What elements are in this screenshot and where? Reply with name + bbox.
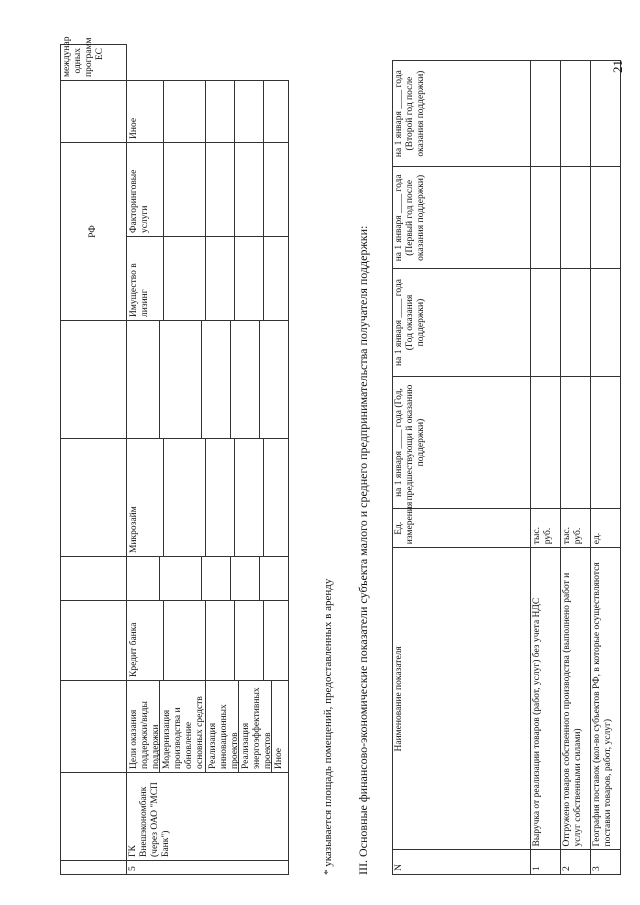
row-value [531,269,561,376]
row-value [561,376,591,509]
empty-subcell [164,601,206,680]
col-header-year1: на 1 января ____ года (Год оказания поддержки) [393,269,531,376]
type-item: Факторинговые услуги [127,143,164,236]
row-value [531,167,561,269]
row-name: Выручка от реализации товаров (работ, услуг) без учета НДС [531,548,561,850]
row-n: 1 [531,850,561,875]
goals-cell [127,681,289,773]
row-value [591,376,621,509]
row-n: 2 [561,850,591,875]
col-header-year3: на 1 января ____ года (Второй год после оказания поддержки) [393,61,531,167]
organization-name: ГК Внешэкономбанк (через ОАО "МСП Банк") [127,773,289,861]
empty-subcell [235,601,264,680]
header-blank [61,321,127,439]
row-n: 3 [591,850,621,875]
footnote: * указывается площадь помещений, предоставленных в аренду [322,578,334,875]
header-blank [61,681,127,773]
header-blank [61,773,127,861]
row-value [561,167,591,269]
row-name: Отгружено товаров собственного производства (выполнено работ и услуг собственными силами) [561,548,591,850]
goal-item: Цели оказания поддержки/виды поддержки [127,681,160,772]
type-cell [127,142,289,236]
table-row [591,61,621,875]
type-item: Микрозайм [127,439,164,556]
header-blank [61,557,127,601]
type-cell [127,80,289,142]
goal-item: Реализация инновационных проектов [206,681,239,772]
row-value [561,61,591,167]
col-header-name: Наименование показателя [393,548,531,850]
row-value [591,269,621,376]
page-number: 21 [610,60,625,73]
type-item: Кредит банка [127,601,164,680]
header-blank [61,80,127,142]
header-blank [61,601,127,681]
indicators-table [392,60,621,875]
type-cell [127,601,289,681]
row-value [561,269,591,376]
type-item: Имущество в лизинг [127,237,164,320]
support-table [60,36,289,875]
type-cell [127,237,289,321]
col-header-year2: на 1 января ____ года (Первый год после оказания поддержки) [393,167,531,269]
row-value [591,167,621,269]
empty-cell [127,321,289,439]
header-blank [61,439,127,557]
empty-subcell [206,601,235,680]
goal-item: Иное [274,747,284,769]
row-unit: тыс. руб. [531,509,561,548]
row-value [531,61,561,167]
row-unit: тыс. руб. [561,509,591,548]
row-unit: ед. [591,509,621,548]
goal-item: Реализация энергоэффективных проектов [239,681,272,772]
type-cell [127,439,289,557]
row-name: География поставок (кол-во субъектов РФ, в которые осуществляются поставки товаров, работ, услуг) [591,548,621,850]
table-row [561,61,591,875]
rf-header: РФ [61,142,127,320]
row-number: 5 [127,861,289,875]
header-blank [61,861,127,875]
empty-cell [127,557,289,601]
col-header-unit: Ед. измерения [393,509,531,548]
row-value [591,61,621,167]
empty-subcell [264,601,276,680]
table-row [531,61,561,875]
row-value [531,376,561,509]
intl-header: междунар одных программ ЕС [61,44,127,80]
col-header-year0: на 1 января ____ года (Год, предшествующи й оказанию поддержки) [393,376,531,509]
type-item: Иное [127,81,164,142]
col-header-n: N [393,850,531,875]
goal-item: Модернизация производства и обновление основных средств [160,681,206,772]
section-heading: III. Основные финансово-экономические показатели субъекта малого и среднего предпринимательства получателя поддержки: [356,225,370,875]
